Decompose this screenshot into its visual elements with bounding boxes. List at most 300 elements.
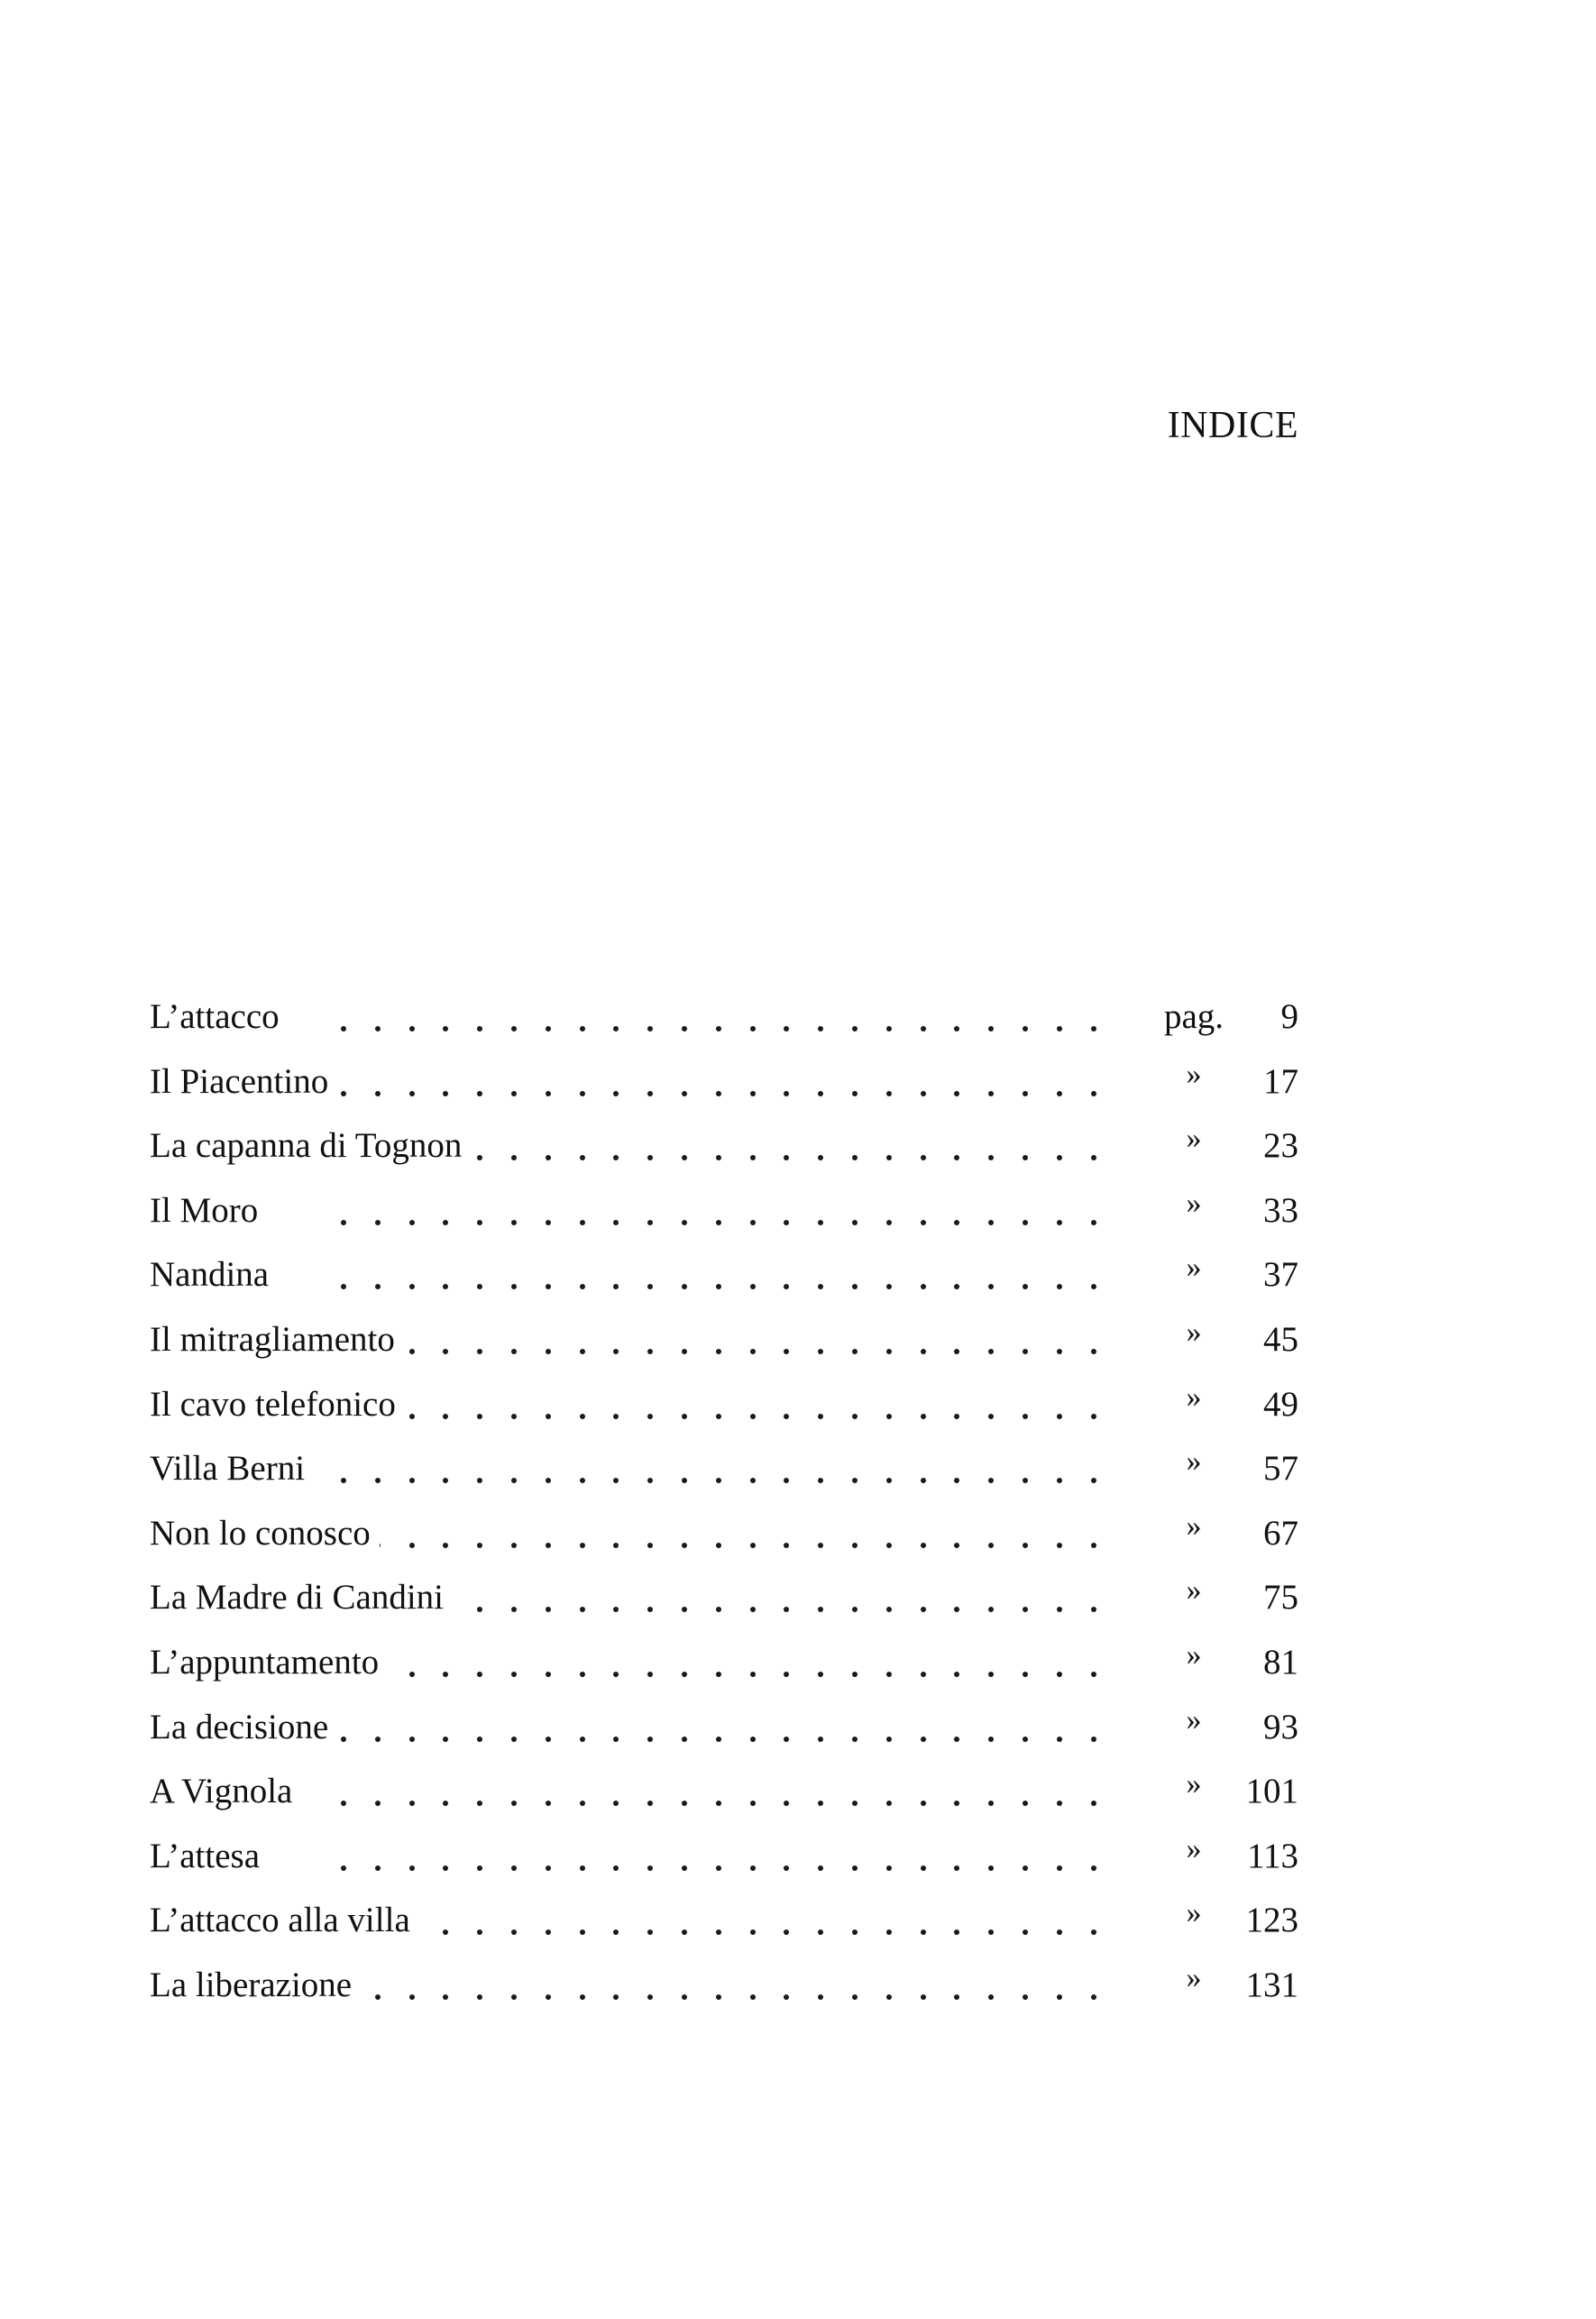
leader-dot <box>1057 1801 1062 1806</box>
toc-entry-title: Non lo conosco <box>150 1501 380 1566</box>
leader-dot <box>921 1607 926 1612</box>
leader-dot <box>580 1543 585 1548</box>
leader-dot <box>546 1284 551 1289</box>
leader-dot <box>988 1929 994 1935</box>
leader-dot <box>1057 1026 1062 1031</box>
leader-dot <box>443 1801 448 1806</box>
leader-dot <box>716 1155 721 1160</box>
ditto-mark: » <box>1186 1315 1202 1349</box>
toc-entry-title: Il mitragliamento <box>150 1307 404 1372</box>
leader-dot <box>580 1801 585 1806</box>
ditto-mark: » <box>1186 1122 1202 1156</box>
leader-dot <box>852 1607 858 1612</box>
toc-entry-title: Il Piacentino <box>150 1050 337 1114</box>
toc-entry <box>150 1565 1298 1630</box>
leader-dot <box>580 1155 585 1160</box>
leader-dot <box>647 1414 653 1419</box>
leader-dot <box>511 1220 517 1225</box>
leader-dot <box>613 1026 619 1031</box>
leader-dot <box>613 1929 619 1935</box>
leader-dot <box>818 1414 823 1419</box>
leader-dot <box>716 1801 721 1806</box>
leader-dot <box>886 1091 892 1096</box>
leader-dot <box>511 1414 517 1419</box>
leader-dot <box>477 1865 482 1871</box>
leader-dot <box>750 1994 756 2000</box>
leader-dot <box>988 1220 994 1225</box>
leader-dot <box>511 1737 517 1742</box>
leader-dot <box>988 1478 994 1483</box>
leader-dot <box>954 1091 959 1096</box>
leader-dot <box>886 1929 892 1935</box>
leader-dot <box>511 1543 517 1548</box>
leader-dot <box>852 1349 858 1354</box>
toc-page-number: 33 <box>1263 1190 1298 1230</box>
leader-dot <box>1057 1349 1062 1354</box>
leader-dot <box>409 1091 415 1096</box>
leader-dot <box>375 1737 381 1742</box>
leader-dot <box>852 1543 858 1548</box>
leader-dot <box>716 1284 721 1289</box>
leader-dot <box>1023 1865 1028 1871</box>
toc-page-number: 9 <box>1280 997 1298 1036</box>
leader-dot <box>1023 1994 1028 2000</box>
leader-dot <box>1023 1672 1028 1677</box>
leader-dot <box>921 1994 926 2000</box>
leader-dot <box>1091 1607 1096 1612</box>
leader-dot <box>443 1349 448 1354</box>
leader-dot <box>750 1091 756 1096</box>
leader-dot <box>716 1672 721 1677</box>
leader-dot <box>988 1284 994 1289</box>
page-title: INDICE <box>1167 405 1298 446</box>
leader-dot <box>818 1478 823 1483</box>
table-of-contents <box>150 985 1298 2018</box>
leader-dot <box>647 1026 653 1031</box>
leader-dot <box>443 1865 448 1871</box>
leader-dot <box>580 1672 585 1677</box>
leader-dot <box>886 1994 892 2000</box>
leader-dot <box>784 1155 789 1160</box>
leader-dot <box>988 1414 994 1419</box>
ditto-mark: » <box>1186 1767 1202 1801</box>
leader-dot <box>647 1284 653 1289</box>
leader-dot <box>921 1349 926 1354</box>
toc-entry <box>150 1372 1298 1437</box>
leader-dot <box>784 1801 789 1806</box>
leader-dot <box>1057 1414 1062 1419</box>
leader-dot <box>784 1737 789 1742</box>
toc-page-number: 113 <box>1246 1836 1298 1875</box>
leader-dot <box>716 1543 721 1548</box>
leader-dot <box>954 1284 959 1289</box>
leader-dot <box>954 1543 959 1548</box>
leader-dot <box>852 1994 858 2000</box>
leader-dot <box>1091 1801 1096 1806</box>
leader-dot <box>886 1155 892 1160</box>
leader-dot <box>1091 1349 1096 1354</box>
toc-entry <box>150 1759 1298 1824</box>
leader-dot <box>409 1349 415 1354</box>
leader-dot <box>341 1865 346 1871</box>
leader-dot <box>750 1737 756 1742</box>
leader-dot <box>613 1284 619 1289</box>
leader-dot <box>443 1220 448 1225</box>
leader-dot <box>546 1091 551 1096</box>
leader-dot <box>443 1478 448 1483</box>
leader-dot <box>886 1414 892 1419</box>
leader-dot <box>784 1607 789 1612</box>
leader-dot <box>682 1414 687 1419</box>
leader-dot <box>375 1220 381 1225</box>
leader-dot <box>988 1994 994 2000</box>
leader-dot <box>511 1607 517 1612</box>
leader-dot <box>443 1737 448 1742</box>
leader-dot <box>511 1865 517 1871</box>
leader-dot <box>443 1091 448 1096</box>
leader-dot <box>886 1543 892 1548</box>
leader-dot <box>1023 1478 1028 1483</box>
leader-dot <box>852 1155 858 1160</box>
leader-dot <box>546 1607 551 1612</box>
leader-dot <box>1023 1026 1028 1031</box>
leader-dot <box>580 1737 585 1742</box>
leader-dot <box>784 1672 789 1677</box>
leader-dot <box>988 1672 994 1677</box>
toc-page-number: 75 <box>1263 1578 1298 1618</box>
leader-dot <box>1057 1220 1062 1225</box>
leader-dot <box>954 1220 959 1225</box>
leader-dot <box>580 1026 585 1031</box>
leader-dot <box>647 1801 653 1806</box>
ditto-mark: » <box>1186 1186 1202 1220</box>
leader-dot <box>511 1929 517 1935</box>
leader-dot <box>750 1414 756 1419</box>
toc-page-number: 23 <box>1263 1126 1298 1166</box>
leader-dot <box>477 1155 482 1160</box>
toc-entry-title: La capanna di Tognon <box>150 1114 471 1178</box>
leader-dot <box>580 1414 585 1419</box>
toc-page-number: 45 <box>1263 1319 1298 1359</box>
dot-leader <box>150 1178 1133 1243</box>
leader-dot <box>784 1091 789 1096</box>
leader-dot <box>341 1284 346 1289</box>
toc-entry-title: L’attacco <box>150 985 289 1050</box>
leader-dot <box>580 1284 585 1289</box>
leader-dot <box>750 1478 756 1483</box>
leader-dot <box>716 1026 721 1031</box>
leader-dot <box>613 1994 619 2000</box>
leader-dot <box>988 1801 994 1806</box>
leader-dot <box>818 1672 823 1677</box>
leader-dot <box>546 1026 551 1031</box>
leader-dot <box>546 1865 551 1871</box>
leader-dot <box>546 1414 551 1419</box>
toc-entry-title: L’attesa <box>150 1824 269 1889</box>
dot-leader <box>150 985 1133 1050</box>
leader-dot <box>477 1091 482 1096</box>
leader-dot <box>613 1349 619 1354</box>
ditto-mark: » <box>1186 1702 1202 1737</box>
leader-dot <box>682 1672 687 1677</box>
leader-dot <box>954 1026 959 1031</box>
leader-dot <box>818 1220 823 1225</box>
toc-page-number: 49 <box>1263 1384 1298 1424</box>
leader-dot <box>988 1349 994 1354</box>
leader-dot <box>886 1607 892 1612</box>
leader-dot <box>409 1737 415 1742</box>
leader-dot <box>852 1801 858 1806</box>
ditto-mark: » <box>1186 1508 1202 1543</box>
leader-dot <box>1057 1155 1062 1160</box>
leader-dot <box>750 1607 756 1612</box>
leader-dot <box>921 1478 926 1483</box>
leader-dot <box>580 1349 585 1354</box>
leader-dot <box>443 1284 448 1289</box>
leader-dot <box>818 1155 823 1160</box>
toc-entry-title: La liberazione <box>150 1953 361 2018</box>
page-label: pag. <box>1163 997 1225 1036</box>
leader-dot <box>682 1801 687 1806</box>
leader-dot <box>921 1284 926 1289</box>
leader-dot <box>409 1801 415 1806</box>
leader-dot <box>921 1929 926 1935</box>
leader-dot <box>784 1284 789 1289</box>
leader-dot <box>1091 1091 1096 1096</box>
leader-dot <box>511 1284 517 1289</box>
leader-dot <box>954 1672 959 1677</box>
leader-dot <box>1091 1865 1096 1871</box>
toc-entry <box>150 985 1298 1050</box>
leader-dot <box>716 1349 721 1354</box>
leader-dot <box>954 1737 959 1742</box>
leader-dot <box>511 1478 517 1483</box>
leader-dot <box>613 1801 619 1806</box>
leader-dot <box>443 1414 448 1419</box>
leader-dot <box>784 1865 789 1871</box>
ditto-mark: » <box>1186 1057 1202 1091</box>
leader-dot <box>511 1091 517 1096</box>
leader-dot <box>1091 1284 1096 1289</box>
leader-dot <box>1091 1994 1096 2000</box>
leader-dot <box>716 1737 721 1742</box>
leader-dot <box>921 1672 926 1677</box>
leader-dot <box>750 1672 756 1677</box>
leader-dot <box>954 1478 959 1483</box>
leader-dot <box>409 1220 415 1225</box>
leader-dot <box>750 1220 756 1225</box>
leader-dot <box>375 1994 381 2000</box>
leader-dot <box>409 1284 415 1289</box>
leader-dot <box>886 1026 892 1031</box>
leader-dot <box>1091 1478 1096 1483</box>
leader-dot <box>784 1543 789 1548</box>
leader-dot <box>477 1543 482 1548</box>
toc-entry <box>150 1888 1298 1953</box>
leader-dot <box>477 1349 482 1354</box>
leader-dot <box>647 1672 653 1677</box>
leader-dot <box>580 1478 585 1483</box>
leader-dot <box>443 1026 448 1031</box>
leader-dot <box>716 1994 721 2000</box>
leader-dot <box>580 1091 585 1096</box>
leader-dot <box>750 1155 756 1160</box>
leader-dot <box>511 1026 517 1031</box>
toc-entry <box>150 1953 1298 2018</box>
leader-dot <box>682 1349 687 1354</box>
leader-dot <box>818 1737 823 1742</box>
leader-dot <box>921 1414 926 1419</box>
leader-dot <box>852 1091 858 1096</box>
leader-dot <box>580 1929 585 1935</box>
leader-dot <box>477 1929 482 1935</box>
toc-entry-title: Il cavo telefonico <box>150 1372 405 1437</box>
leader-dot <box>1091 1220 1096 1225</box>
leader-dot <box>682 1607 687 1612</box>
leader-dot <box>716 1607 721 1612</box>
leader-dot <box>613 1155 619 1160</box>
leader-dot <box>988 1737 994 1742</box>
leader-dot <box>546 1737 551 1742</box>
ditto-mark: » <box>1186 1896 1202 1930</box>
leader-dot <box>647 1220 653 1225</box>
leader-dot <box>375 1026 381 1031</box>
leader-dot <box>1023 1543 1028 1548</box>
leader-dot <box>546 1155 551 1160</box>
leader-dot <box>988 1543 994 1548</box>
leader-dot <box>580 1607 585 1612</box>
leader-dot <box>818 1929 823 1935</box>
toc-entry-title: Nandina <box>150 1242 278 1307</box>
leader-dot <box>818 1801 823 1806</box>
leader-dot <box>784 1220 789 1225</box>
leader-dot <box>613 1091 619 1096</box>
leader-dot <box>341 1478 346 1483</box>
toc-entry <box>150 1695 1298 1760</box>
leader-dot <box>477 1672 482 1677</box>
leader-dot <box>1023 1801 1028 1806</box>
leader-dot <box>818 1349 823 1354</box>
leader-dot <box>852 1672 858 1677</box>
leader-dot <box>647 1607 653 1612</box>
leader-dot <box>511 1155 517 1160</box>
leader-dot <box>1091 1155 1096 1160</box>
leader-dot <box>1057 1865 1062 1871</box>
leader-dot <box>443 1929 448 1935</box>
leader-dot <box>682 1865 687 1871</box>
leader-dot <box>750 1284 756 1289</box>
toc-page-number: 57 <box>1263 1449 1298 1489</box>
leader-dot <box>647 1929 653 1935</box>
toc-entry <box>150 1050 1298 1114</box>
leader-dot <box>443 1543 448 1548</box>
leader-dot <box>477 1220 482 1225</box>
leader-dot <box>1091 1414 1096 1419</box>
leader-dot <box>546 1220 551 1225</box>
leader-dot <box>682 1026 687 1031</box>
toc-entry <box>150 1114 1298 1178</box>
toc-page-number: 81 <box>1263 1642 1298 1682</box>
leader-dot <box>477 1026 482 1031</box>
leader-dot <box>886 1284 892 1289</box>
leader-dot <box>750 1349 756 1354</box>
leader-dot <box>511 1672 517 1677</box>
leader-dot <box>546 1801 551 1806</box>
leader-dot <box>1023 1349 1028 1354</box>
toc-entry-title: La decisione <box>150 1695 337 1760</box>
leader-dot <box>682 1737 687 1742</box>
leader-dot <box>750 1865 756 1871</box>
leader-dot <box>1023 1929 1028 1935</box>
leader-dot <box>511 1994 517 2000</box>
leader-dot <box>613 1607 619 1612</box>
leader-dot <box>886 1737 892 1742</box>
leader-dot <box>988 1026 994 1031</box>
leader-dot <box>580 1865 585 1871</box>
ditto-mark: » <box>1186 1831 1202 1865</box>
toc-entry <box>150 1436 1298 1501</box>
leader-dot <box>1057 1929 1062 1935</box>
leader-dot <box>852 1220 858 1225</box>
leader-dot <box>852 1478 858 1483</box>
leader-dot <box>511 1801 517 1806</box>
leader-dot <box>477 1284 482 1289</box>
leader-dot <box>546 1672 551 1677</box>
leader-dot <box>954 1801 959 1806</box>
leader-dot <box>954 1155 959 1160</box>
toc-entry-title: Villa Berni <box>150 1436 314 1501</box>
toc-entry <box>150 1501 1298 1566</box>
leader-dot <box>409 1672 415 1677</box>
leader-dot <box>1091 1672 1096 1677</box>
leader-dot <box>647 1865 653 1871</box>
leader-dot <box>852 1865 858 1871</box>
leader-dot <box>1091 1929 1096 1935</box>
leader-dot <box>341 1091 346 1096</box>
leader-dot <box>1023 1155 1028 1160</box>
dot-leader <box>150 1242 1133 1307</box>
leader-dot <box>784 1026 789 1031</box>
leader-dot <box>682 1478 687 1483</box>
leader-dot <box>546 1994 551 2000</box>
leader-dot <box>682 1284 687 1289</box>
leader-dot <box>1023 1220 1028 1225</box>
leader-dot <box>341 1220 346 1225</box>
leader-dot <box>409 1026 415 1031</box>
leader-dot <box>784 1994 789 2000</box>
leader-dot <box>1091 1737 1096 1742</box>
leader-dot <box>546 1543 551 1548</box>
leader-dot <box>921 1543 926 1548</box>
leader-dot <box>818 1543 823 1548</box>
leader-dot <box>954 1607 959 1612</box>
leader-dot <box>1057 1737 1062 1742</box>
leader-dot <box>477 1607 482 1612</box>
toc-entry <box>150 1630 1298 1695</box>
leader-dot <box>852 1929 858 1935</box>
leader-dot <box>818 1284 823 1289</box>
leader-dot <box>818 1026 823 1031</box>
leader-dot <box>682 1155 687 1160</box>
leader-dot <box>682 1994 687 2000</box>
leader-dot <box>613 1737 619 1742</box>
leader-dot <box>1091 1026 1096 1031</box>
leader-dot <box>886 1349 892 1354</box>
leader-dot <box>647 1091 653 1096</box>
leader-dot <box>921 1026 926 1031</box>
ditto-mark: » <box>1186 1573 1202 1608</box>
leader-dot <box>954 1865 959 1871</box>
